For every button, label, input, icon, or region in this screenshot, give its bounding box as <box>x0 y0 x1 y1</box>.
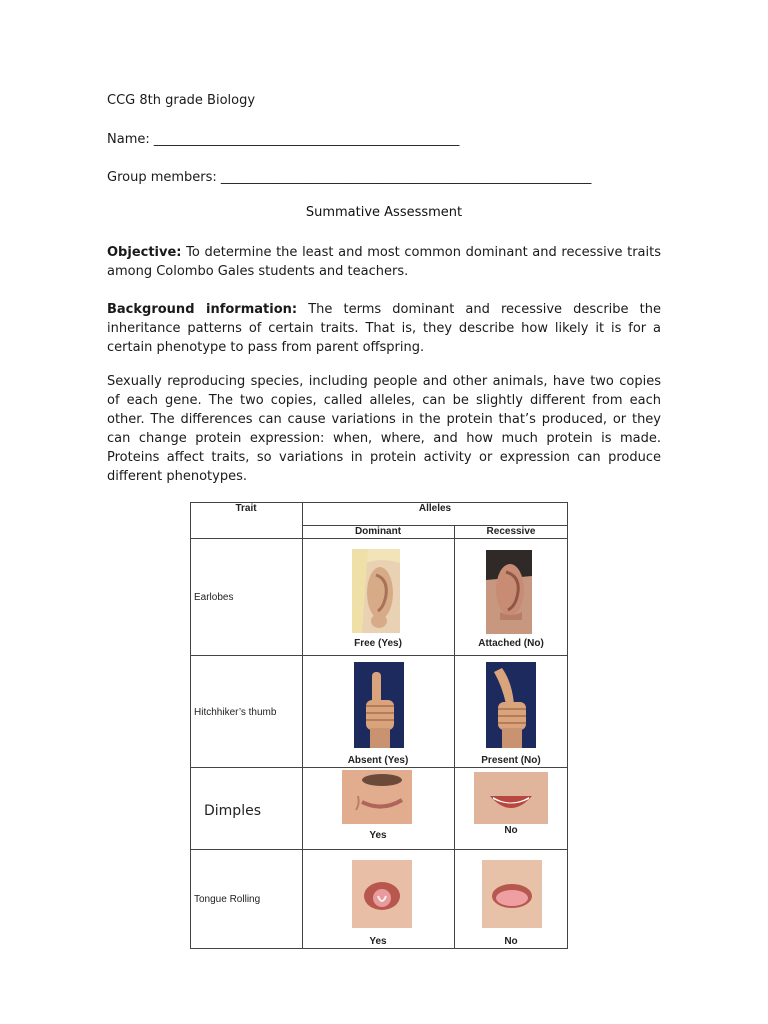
course-title: CCG 8th grade Biology <box>107 93 256 108</box>
objective-text: To determine the least and most common dominant and recessive traits among Colombo Gales students and teachers. <box>107 245 661 279</box>
dimples-no-image <box>474 772 548 824</box>
trait-earlobes: Earlobes <box>194 592 234 603</box>
attached-earlobe-image <box>486 550 532 634</box>
header-alleles: Alleles <box>418 503 452 514</box>
background-text: The terms dominant and recessive describe the inheritance patterns of certain traits. That is, they describe how likely it is for a certain phenotype to pass from parent offspring. <box>107 302 661 355</box>
tongue-dominant-caption: Yes <box>369 936 387 947</box>
earlobe-dominant-caption: Free (Yes) <box>354 638 402 649</box>
header-recessive: Recessive <box>486 526 536 537</box>
traits-table <box>190 502 568 949</box>
free-earlobe-image <box>352 549 400 633</box>
header-dominant: Dominant <box>354 526 402 537</box>
thumb-absent-image <box>354 662 404 748</box>
background-label: Background information: <box>107 302 298 317</box>
tongue-roll-no-image <box>482 860 542 928</box>
header-trait: Trait <box>235 503 257 514</box>
objective-label: Objective: <box>107 245 182 260</box>
earlobe-recessive-caption: Attached (No) <box>478 638 544 649</box>
background-paragraph <box>107 300 661 357</box>
dimples-dominant-caption: Yes <box>369 830 387 841</box>
trait-dimples: Dimples <box>204 803 261 819</box>
thumb-present-image <box>486 662 536 748</box>
dimples-yes-image <box>342 770 412 824</box>
trait-hitchhikers-thumb: Hitchhiker’s thumb <box>194 707 277 718</box>
trait-tongue-rolling: Tongue Rolling <box>194 894 261 905</box>
alleles-paragraph: Sexually reproducing species, including people and other animals, have two copies of each gene. The two copies, called alleles, can be slightly different from each other. The differences can cause variations in the protein that’s produced, or they can change protein expression: when, where, and how much protein is made. Proteins affect traits, so variations in protein activity or expression can produce different phenotypes. <box>107 374 661 484</box>
tongue-recessive-caption: No <box>504 936 518 947</box>
objective-paragraph <box>107 243 661 281</box>
dimples-recessive-caption: No <box>504 825 518 836</box>
page-title: Summative Assessment <box>305 205 463 220</box>
name-field-line: Name: _______________________________________________ <box>107 132 460 147</box>
thumb-recessive-caption: Present (No) <box>481 755 541 766</box>
group-members-line: Group members: _________________________________________________________ <box>107 170 592 185</box>
tongue-roll-yes-image <box>352 860 412 928</box>
thumb-dominant-caption: Absent (Yes) <box>347 755 409 766</box>
